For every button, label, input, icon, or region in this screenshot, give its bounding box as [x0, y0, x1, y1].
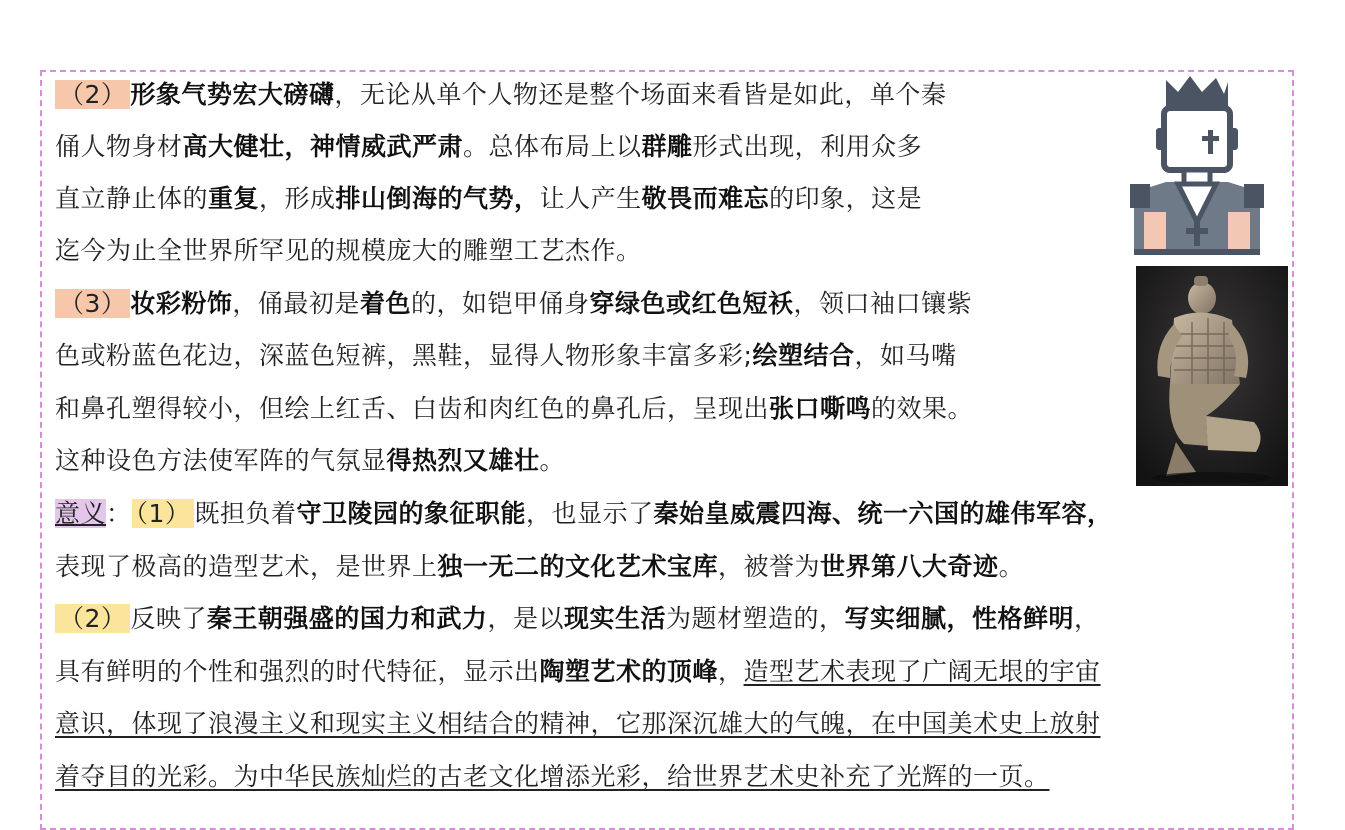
- text: 的，如铠甲俑身: [410, 289, 590, 318]
- bold-text: 写实细腻，性格鲜明: [844, 604, 1074, 633]
- para2-tag: （2）: [55, 80, 130, 109]
- text: 。: [539, 446, 566, 475]
- para3-line4: [55, 444, 565, 478]
- para2-text: ，无论从单个人物还是整个场面来看皆是如此，单个秦: [334, 80, 947, 109]
- bold-text: 独一无二的文化艺术宝库: [437, 552, 719, 581]
- bold-text: 绘塑结合: [752, 341, 855, 370]
- text: 的效果。: [871, 394, 974, 423]
- text: ，领口袖口镶紫: [793, 289, 972, 318]
- bold-text: 穿绿色或红色短袄: [589, 289, 794, 318]
- bold-text: 世界第八大奇迹: [820, 552, 999, 581]
- text: ：: [106, 499, 132, 528]
- para3-line3: [55, 392, 973, 426]
- meaning-line5: [55, 707, 1101, 741]
- underlined-text: 意识，体现了浪漫主义和现实主义相结合的精神，它那深沉雄大的气魄，在中国美术史上放射: [55, 709, 1101, 738]
- meaning-tag2: （2）: [55, 604, 130, 633]
- bold-text: 秦王朝强盛的国力和武力: [206, 604, 488, 633]
- para2-line2: [55, 130, 922, 164]
- underlined-text: 造型艺术表现了广阔无垠的宇宙: [743, 657, 1101, 686]
- meaning-line1: [55, 497, 1113, 531]
- para2-line3: [55, 182, 922, 216]
- text: 反映了: [130, 604, 207, 633]
- text: ，: [718, 657, 744, 686]
- text: 让人产生: [539, 184, 642, 213]
- bold-text: 着色: [359, 289, 411, 318]
- bold-text: 守卫陵园的象征职能: [296, 499, 526, 528]
- bold-text: 秦始皇威震四海、统一六国的雄伟军容，: [653, 499, 1113, 528]
- text: 迄今为止全世界所罕见的规模庞大的雕塑工艺杰作。: [55, 236, 642, 265]
- text: 俑人物身材: [55, 132, 183, 161]
- para3-heading: 妆彩粉饰: [130, 289, 233, 318]
- text: 形式出现，利用众多: [692, 132, 923, 161]
- text: 具有鲜明的个性和强烈的时代特征，显示出: [55, 657, 540, 686]
- text: 色或粉蓝色花边，深蓝色短裤，黑鞋，显得人物形象丰富多彩;: [55, 341, 753, 370]
- text: ，形成: [259, 184, 336, 213]
- meaning-line4: [55, 655, 1101, 689]
- bold-text: 高大健壮，神情威武严肃: [182, 132, 464, 161]
- bold-text: 重复: [208, 184, 260, 213]
- text: ，如马嘴: [854, 341, 957, 370]
- text: 。总体布局上以: [463, 132, 642, 161]
- text: 直立静止体的: [55, 184, 209, 213]
- text: ，被誉为: [718, 552, 821, 581]
- underlined-text: 着夺目的光彩。为中华民族灿烂的古老文化增添光彩，给世界艺术史补充了光辉的一页。: [55, 762, 1050, 791]
- bold-text: 排山倒海的气势，: [335, 184, 540, 213]
- text: 为题材塑造的，: [665, 604, 845, 633]
- para3-line1: [55, 287, 972, 321]
- para2-heading: 形象气势宏大磅礴: [130, 80, 335, 109]
- bold-text: 张口嘶鸣: [769, 394, 872, 423]
- meaning-line2: [55, 550, 1024, 584]
- text: 。: [998, 552, 1025, 581]
- text: 和鼻孔塑得较小，但绘上红舌、白齿和肉红色的鼻孔后，呈现出: [55, 394, 770, 423]
- text: ，俑最初是: [232, 289, 360, 318]
- meaning-line3: [55, 602, 1100, 636]
- para2-line1: [55, 78, 946, 112]
- para3-line2: [55, 339, 956, 373]
- para3-tag: （3）: [55, 289, 130, 318]
- bold-text: 陶塑艺术的顶峰: [539, 657, 719, 686]
- text: ，: [1074, 604, 1100, 633]
- text: 的印象，这是: [769, 184, 923, 213]
- para2-line4: [55, 234, 642, 268]
- text: 既担负着: [194, 499, 297, 528]
- text: 这种设色方法使军阵的气氛显: [55, 446, 387, 475]
- bold-text: 敬畏而难忘: [641, 184, 770, 213]
- terracotta-warrior-photo: [1136, 266, 1288, 486]
- bold-text: 得热烈又雄壮: [386, 446, 540, 475]
- bold-text: 群雕: [641, 132, 693, 161]
- warrior-icon: [1128, 72, 1268, 258]
- meaning-tag1: （1）: [132, 499, 195, 528]
- text: ，也显示了: [525, 499, 654, 528]
- text: 表现了极高的造型艺术，是世界上: [55, 552, 438, 581]
- meaning-label: 意义: [55, 499, 107, 528]
- bold-text: 现实生活: [563, 604, 666, 633]
- text: ，是以: [487, 604, 564, 633]
- meaning-line6: [55, 760, 1050, 794]
